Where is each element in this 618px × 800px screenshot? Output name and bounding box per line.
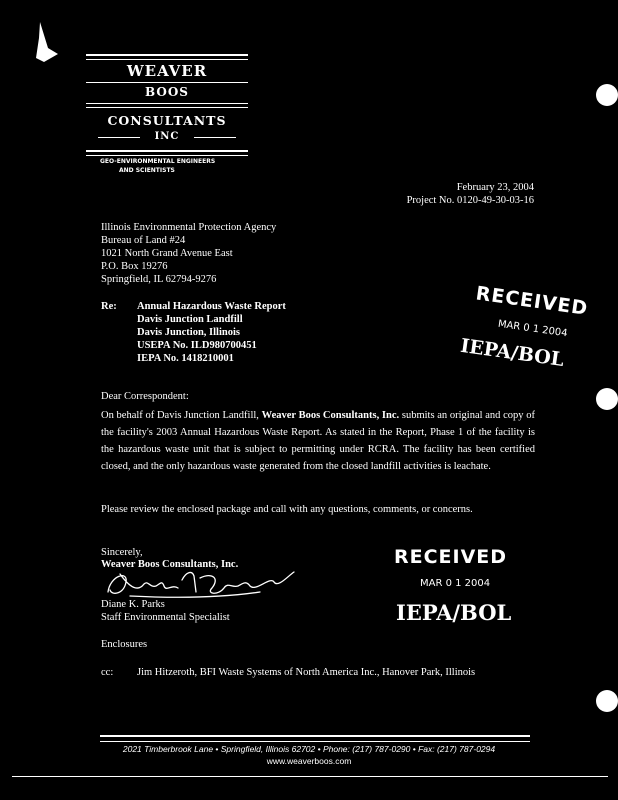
firm-name: Weaver Boos Consultants, Inc. (101, 559, 239, 570)
stamp-agency-text: IEPA/BOL (396, 600, 512, 625)
address-line: Illinois Environmental Protection Agency (101, 222, 277, 233)
logo-inc: INC (154, 131, 180, 142)
subject-line: Davis Junction, Illinois (137, 327, 240, 338)
body-paragraph-2: Please review the enclosed package and call with any questions, comments, or concerns. (101, 504, 473, 515)
subject-line: Davis Junction Landfill (137, 314, 243, 325)
subject-line: IEPA No. 1418210001 (137, 353, 234, 364)
logo-boos: BOOS (145, 85, 189, 99)
page-bottom-edge (12, 776, 608, 777)
body-paragraph-1 (101, 407, 535, 475)
enclosures: Enclosures (101, 639, 148, 650)
address-line: Springfield, IL 62794-9276 (101, 274, 217, 285)
body-text: submits an original and copy of the facility's 2003 Annual Hazardous Waste Report. As stated in the Report, Phase 1 of the facility is the hazardous waste unit that is subject to permitting under RCRA. The facility has been certified closed, and the only hazardous waste generated from the closed landfill activities is leachate. (101, 410, 536, 472)
stamp-agency-text: IEPA/BOL (459, 334, 566, 372)
footer-address: 2021 Timberbrook Lane • Springfield, Illinois 62702 • Phone: (217) 787-0290 • Fax: (217) 787-0294 (122, 744, 496, 754)
signer-title: Staff Environmental Specialist (101, 612, 230, 623)
received-stamp-2 (392, 546, 542, 636)
punch-hole-middle (596, 388, 618, 410)
stamp-date-text: MAR 0 1 2004 (420, 578, 491, 589)
footer-website: www.weaverboos.com (266, 756, 352, 766)
stamp-date-text: MAR 0 1 2004 (497, 318, 569, 340)
subject-line: USEPA No. ILD980700451 (137, 340, 257, 351)
cc-label: cc: (101, 667, 114, 678)
address-line: Bureau of Land #24 (101, 235, 186, 246)
closing: Sincerely, (101, 547, 143, 558)
address-line: 1021 North Grand Avenue East (101, 248, 233, 259)
subject-line: Annual Hazardous Waste Report (137, 301, 286, 312)
logo-tagline-1: GEO-ENVIRONMENTAL ENGINEERS (100, 158, 216, 165)
subject-block (137, 300, 286, 365)
letter-date: February 23, 2004 (456, 182, 534, 193)
logo-weaver: WEAVER (126, 62, 208, 80)
re-label: Re: (101, 301, 117, 312)
body-text: On behalf of Davis Junction Landfill, (101, 410, 262, 421)
recipient-address (101, 221, 276, 286)
corner-mark (30, 18, 70, 68)
logo-tagline-2: AND SCIENTISTS (119, 167, 175, 174)
body-firm-name: Weaver Boos Consultants, Inc. (261, 410, 400, 421)
stamp-received-text: RECEIVED (474, 282, 590, 320)
stamp-received-text: RECEIVED (394, 546, 508, 568)
project-number: Project No. 0120-49-30-03-16 (406, 195, 534, 206)
footer-rule-top (100, 735, 530, 737)
logo-consultants: CONSULTANTS (107, 113, 227, 128)
salutation: Dear Correspondent: (101, 391, 189, 402)
received-stamp-1 (452, 281, 605, 400)
cc-recipient: Jim Hitzeroth, BFI Waste Systems of North America Inc., Hanover Park, Illinois (137, 667, 476, 678)
punch-hole-bottom (596, 690, 618, 712)
footer-rule-bottom (100, 741, 530, 742)
address-line: P.O. Box 19276 (101, 261, 168, 272)
punch-hole-top (596, 84, 618, 106)
signer-name: Diane K. Parks (101, 599, 165, 610)
